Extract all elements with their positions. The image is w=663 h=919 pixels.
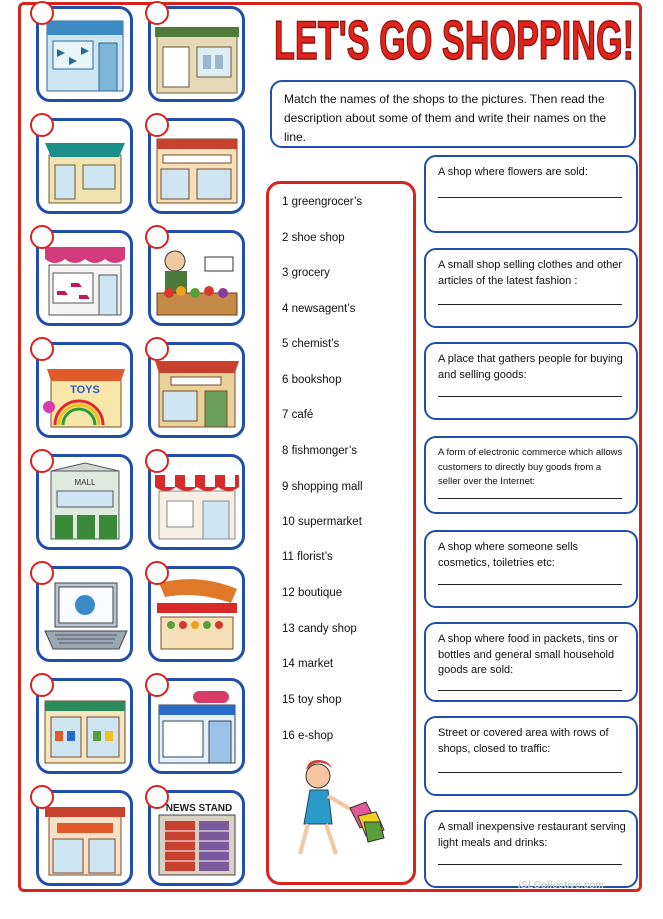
description-box [424,155,638,233]
instructions-box [270,80,636,148]
instructions-text: Match the names of the shops to the pictures. Then read the description about some of them and write their names on the line. [284,92,607,144]
list-item: 13 candy shop [282,623,357,635]
list-item: 8 fishmonger’s [282,445,358,457]
list-item: 16 e-shop [282,730,334,742]
page-title-text: LET'S GO SHOPPING! [274,9,634,71]
list-item: 10 supermarket [282,516,362,528]
candy-shop-picture [153,461,240,545]
answer-line[interactable] [438,690,622,691]
greengrocer-picture [153,237,240,321]
e-shop-laptop-picture [41,573,128,657]
market-stall-picture [153,573,240,657]
answer-line[interactable] [438,304,622,305]
description-box [424,716,638,796]
answer-circle[interactable] [145,673,169,697]
description-text: A shop where someone sells cosmetics, toiletries etc: [438,541,579,569]
answer-circle[interactable] [30,785,54,809]
description-text: A small shop selling clothes and other articles of the latest fashion : [438,259,623,287]
description-box [424,810,638,888]
answer-circle[interactable] [30,113,54,137]
list-item: 11 florist’s [282,551,333,563]
supermarket-shop-picture [153,125,240,209]
description-text: Street or covered area with rows of shops, closed to traffic: [438,727,609,755]
mall-sign: MALL [74,478,96,487]
answer-circle[interactable] [145,225,169,249]
description-box [424,248,638,328]
bookshop-picture [153,349,240,433]
answer-line[interactable] [438,197,622,198]
description-box [424,436,638,514]
shoe-shop-picture [41,237,128,321]
answer-circle[interactable] [30,225,54,249]
list-item: 14 market [282,658,334,670]
answer-circle[interactable] [145,337,169,361]
description-box [424,530,638,608]
answer-circle[interactable] [145,449,169,473]
answer-circle[interactable] [30,449,54,473]
toy-shop-picture [41,349,128,433]
answer-line[interactable] [438,864,622,865]
description-text: A small inexpensive restaurant serving light meals and drinks: [438,821,626,849]
list-item: 1 greengrocer’s [282,196,363,208]
list-item: 12 boutique [282,587,343,599]
description-text: A shop where food in packets, tins or bottles and general small household goods are sold: [438,633,618,676]
watermark: iSLCollective.com [518,880,605,891]
answer-line[interactable] [438,396,622,397]
answer-circle[interactable] [30,337,54,361]
cafe-shop-picture [41,125,128,209]
description-text: A form of electronic commerce which allows customers to directly buy goods from a seller over the Internet: [438,447,623,487]
answer-circle[interactable] [145,113,169,137]
list-item: 15 toy shop [282,694,342,706]
answer-circle[interactable] [145,1,169,25]
florist-shop-picture [41,797,128,881]
list-item: 5 chemist’s [282,338,340,350]
shopper-woman-illustration [284,756,394,860]
answer-circle[interactable] [30,673,54,697]
answer-circle[interactable] [30,561,54,585]
list-item: 3 grocery [282,267,330,279]
page-title [268,6,640,76]
list-item: 7 café [282,409,314,421]
list-item: 6 bookshop [282,374,342,386]
description-text: A shop where flowers are sold: [438,166,588,178]
grocery-shop-picture [41,685,128,769]
answer-line[interactable] [438,772,622,773]
list-item: 2 shoe shop [282,232,345,244]
list-item: 4 newsagent’s [282,303,356,315]
toys-sign: TOYS [70,384,100,396]
newsagent-stand-picture [153,797,240,881]
answer-circle[interactable] [145,785,169,809]
description-box [424,622,638,702]
answer-circle[interactable] [30,1,54,25]
description-text: A place that gathers people for buying and selling goods: [438,353,623,381]
chemist-shop-picture [153,685,240,769]
answer-line[interactable] [438,584,622,585]
news-stand-sign: NEWS STAND [165,803,233,814]
answer-line[interactable] [438,498,622,499]
boutique-shop-picture [153,13,240,97]
answer-circle[interactable] [145,561,169,585]
list-item: 9 shopping mall [282,481,363,493]
shopping-mall-picture [41,461,128,545]
fishmonger-shop-picture [41,13,128,97]
description-box [424,342,638,420]
